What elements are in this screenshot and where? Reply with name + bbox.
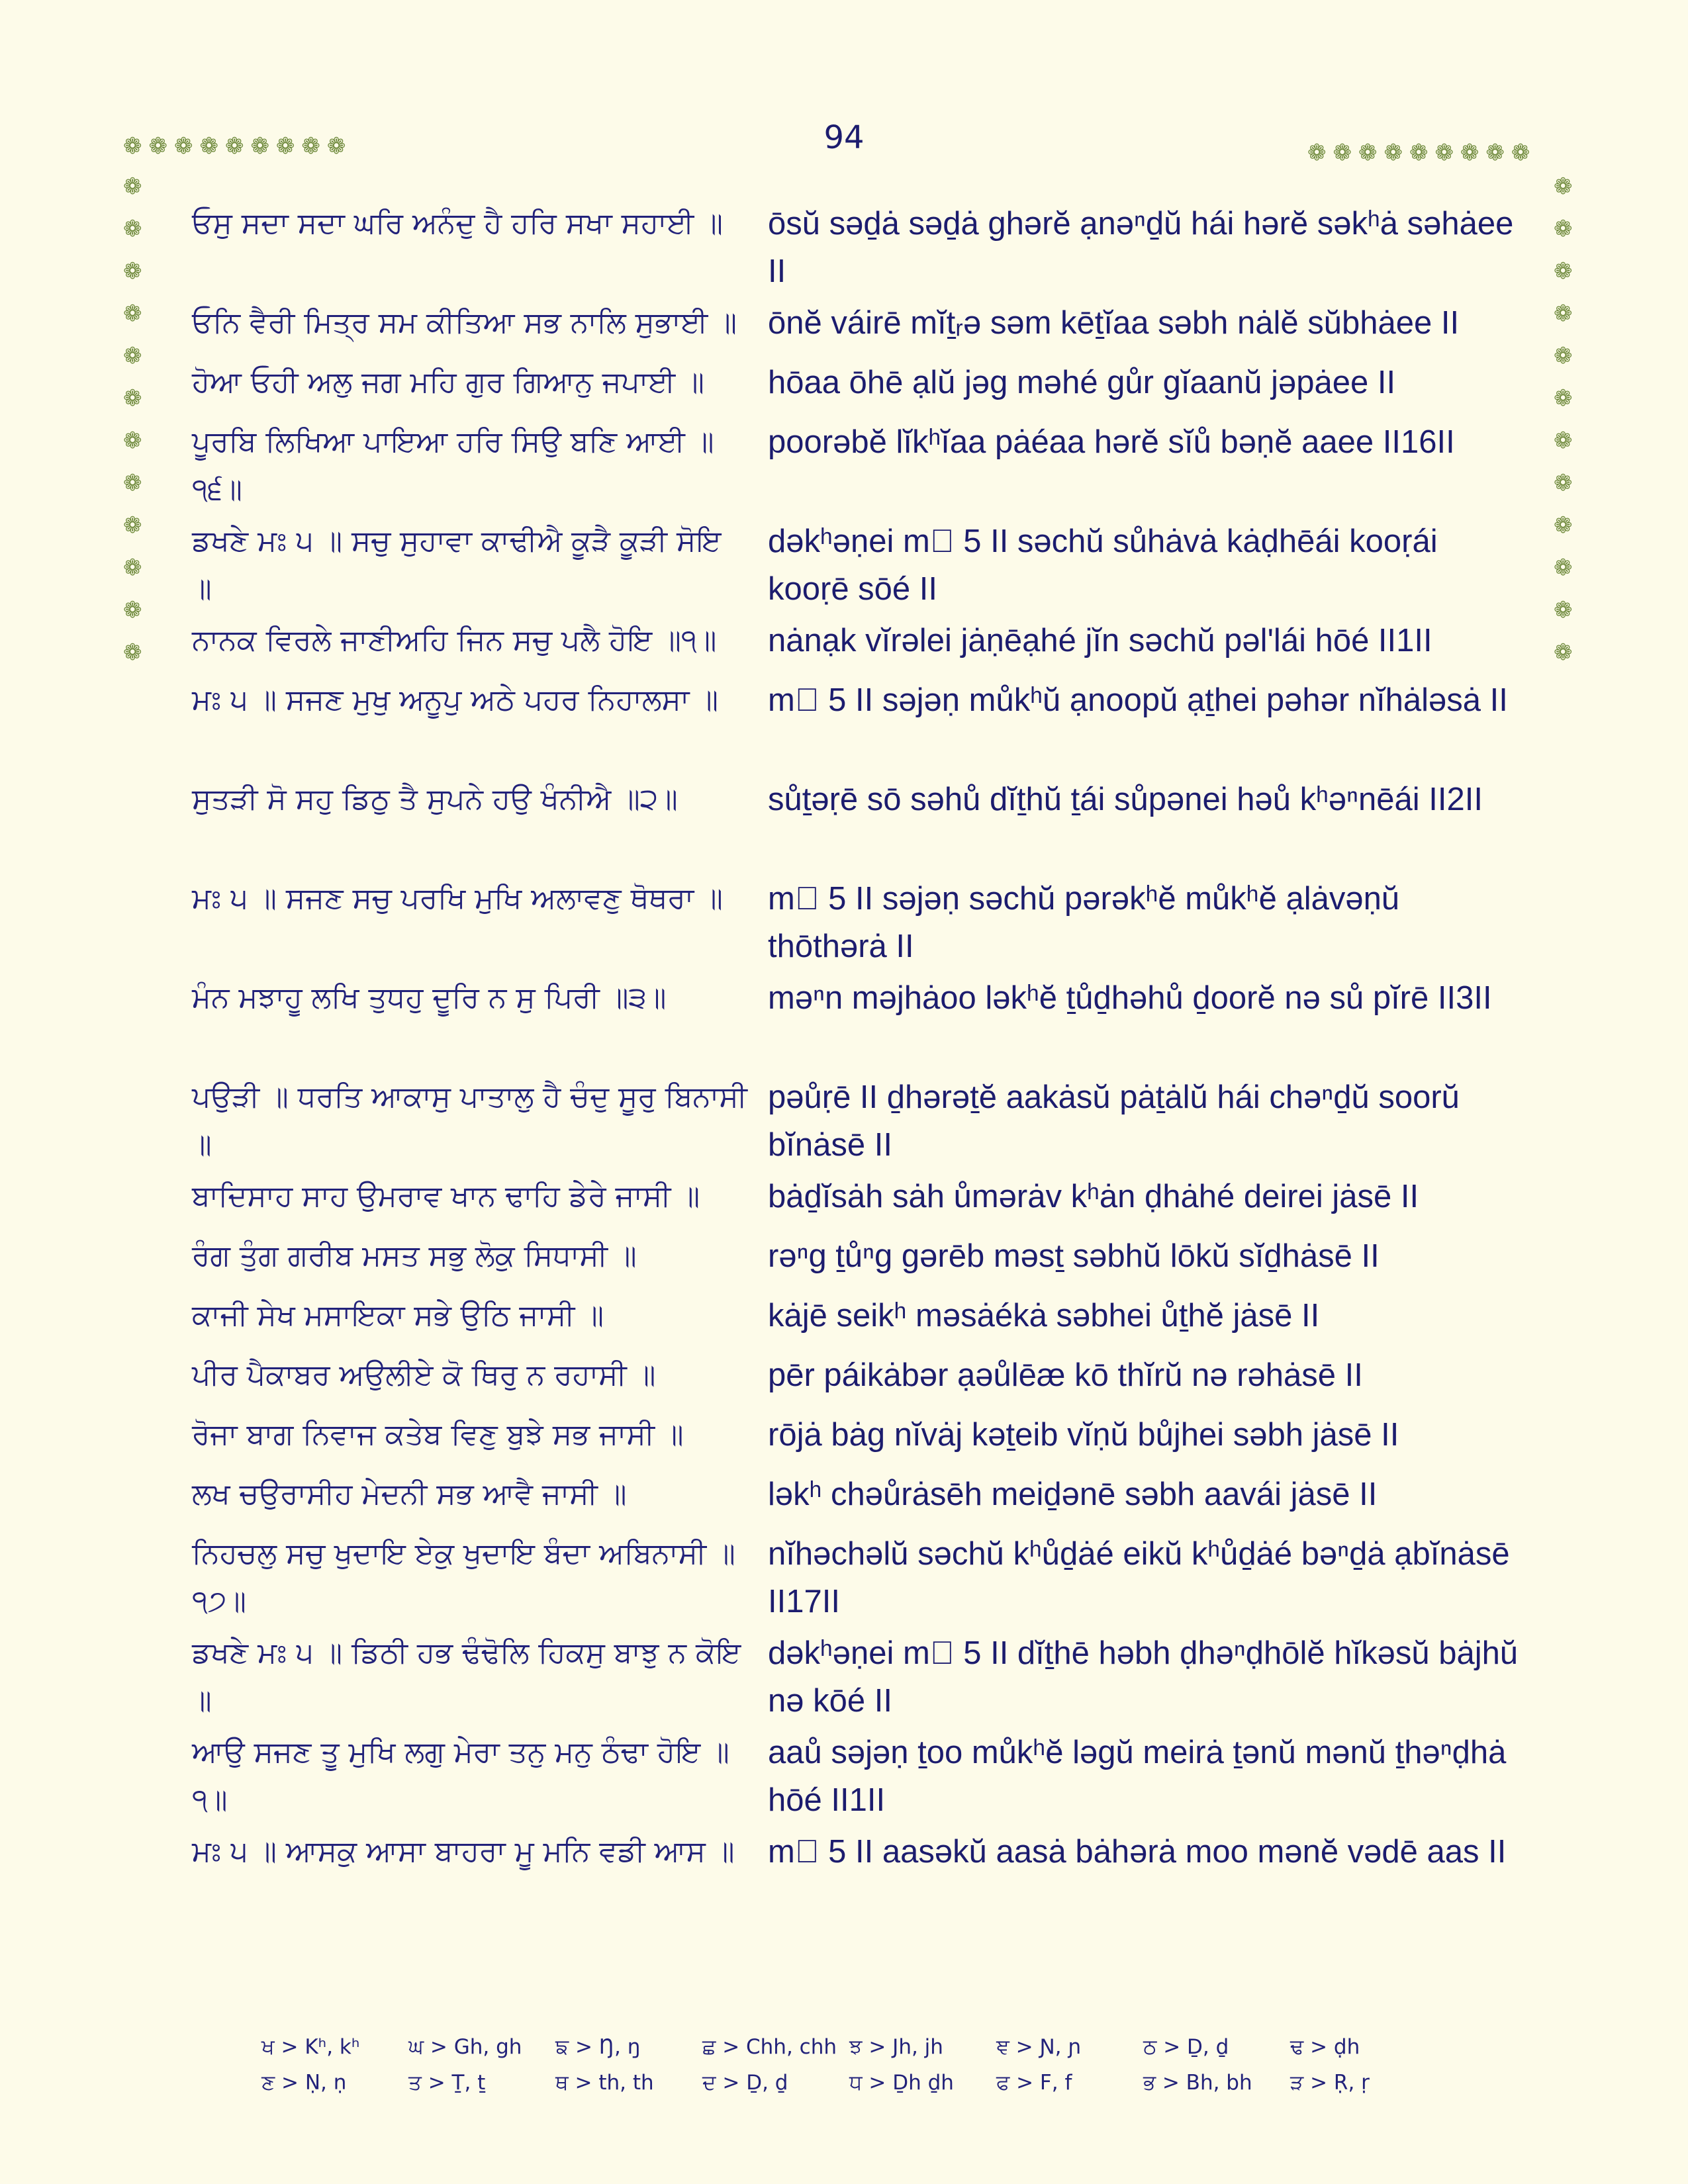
verse-row <box>192 1411 1523 1459</box>
key-entry: ਠ > Ḏ, ḏ <box>1143 2035 1229 2059</box>
verse-row <box>192 1292 1523 1340</box>
transliteration-text: rəⁿg ṯůⁿg gərēb məsṯ səbhŭ lōkŭ sĭḏhȧsē II <box>768 1238 1380 1274</box>
ornament-top-right: ❁❁❁❁❁❁❁❁❁ <box>1307 140 1537 166</box>
key-row <box>261 2035 1453 2071</box>
gurmukhi-text: ਮੰਨ ਮਝਾਹੂ ਲਖਿ ਤੁਧਹੁ ਦੂਰਿ ਨ ਸੁ ਪਿਰੀ ॥੩॥ <box>192 981 667 1015</box>
verse-row <box>192 1351 1523 1399</box>
key-entry: ਤ > Ṯ, ṯ <box>408 2071 486 2095</box>
key-entry: ਢ > ḍh <box>1290 2035 1360 2059</box>
ornament-left-column: ❁ ❁ ❁ ❁ ❁ ❁ ❁ ❁ ❁ ❁ ❁ ❁ <box>123 173 142 666</box>
verse-row <box>192 1729 1523 1824</box>
verse-row <box>192 676 1523 724</box>
key-entry: ਛ > Chh, chh <box>702 2035 837 2059</box>
gurmukhi-text: ਰੰਗ ਤੁੰਗ ਗਰੀਬ ਮਸਤ ਸਭੁ ਲੋਕੁ ਸਿਧਾਸੀ ॥ <box>192 1239 637 1273</box>
key-entry: ਘ > Gh, gh <box>408 2035 522 2059</box>
gurmukhi-text: ਲਖ ਚਉਰਾਸੀਹ ਮੇਦਨੀ ਸਭ ਆਵੈ ਜਾਸੀ ॥ <box>192 1477 627 1511</box>
transliteration-text: aaů səjəṇ ṯoo můkʰĕ ləgŭ meirȧ ṯənŭ mənŭ ṯhəⁿḍhȧ hōé II1II <box>768 1735 1507 1818</box>
transliteration-text: ləkʰ chəůrȧsēh meiḏənē səbh aavái jȧsē II <box>768 1477 1378 1512</box>
key-entry: ਙ > Ŋ, ŋ <box>555 2035 641 2059</box>
gurmukhi-text: ਬਾਦਿਸਾਹ ਸਾਹ ਉਮਰਾਵ ਖਾਨ ਢਾਹਿ ਡੇਰੇ ਜਾਸੀ ॥ <box>192 1179 700 1213</box>
transliteration-text: m᪲ 5 II səjəṇ můkʰŭ ạnoopŭ ạṯhei pəhər nĭhȧləsȧ II <box>768 682 1508 718</box>
transliteration-text: poorəbĕ lĭkʰĭaa pȧéaa hərĕ sĭů bəṇĕ aaee II16II <box>768 424 1455 460</box>
verse-row <box>192 200 1523 295</box>
gurmukhi-text: ਨਾਨਕ ਵਿਰਲੇ ਜਾਣੀਅਹਿ ਜਿਨ ਸਚੁ ਪਲੈ ਹੋਇ ॥੧॥ <box>192 623 717 657</box>
verse-row <box>192 1073 1523 1169</box>
gurmukhi-text: ਡਖਣੇ ਮਃ ੫ ॥ ਡਿਠੀ ਹਭ ਢੰਢੋਲਿ ਹਿਕਸੁ ਬਾਝੁ ਨ ਕੋਇ ॥ <box>192 1636 741 1717</box>
gurmukhi-text: ਸੁਤੜੀ ਸੋ ਸਹੁ ਡਿਠੁ ਤੈ ਸੁਪਨੇ ਹਉ ਖੰਨੀਐ ॥੨॥ <box>192 782 678 816</box>
verse-row <box>192 359 1523 406</box>
transliteration-text: nĭhəchəlŭ səchŭ kʰůḏȧé eikŭ kʰůḏȧé bəⁿḏȧ ạbĭnȧsē II17II <box>768 1536 1510 1619</box>
gurmukhi-text: ਮਃ ੫ ॥ ਸਜਣ ਸਚੁ ਪਰਖਿ ਮੁਖਿ ਅਲਾਵਣੁ ਥੋਥਰਾ ॥ <box>192 882 723 915</box>
transliteration-text: rōjȧ bȧg nĭvȧj kəṯeib vĭṇŭ bůjhei səbh jȧsē II <box>768 1417 1399 1453</box>
gurmukhi-text: ਨਿਹਚਲੁ ਸਚੁ ਖੁਦਾਇ ਏਕੁ ਖੁਦਾਇ ਬੰਦਾ ਅਬਿਨਾਸੀ ॥੧੭॥ <box>192 1537 735 1618</box>
transliteration-key <box>261 2035 1453 2107</box>
verse-row <box>192 617 1523 664</box>
verse-row <box>192 875 1523 970</box>
verse-row <box>192 418 1523 514</box>
gurmukhi-text: ਓਨਿ ਵੈਰੀ ਮਿਤ੍ਰ ਸਮ ਕੀਤਿਆ ਸਭ ਨਾਲਿ ਸੁਭਾਈ ॥ <box>192 306 737 340</box>
gurmukhi-text: ਪਉੜੀ ॥ ਧਰਤਿ ਆਕਾਸੁ ਪਾਤਾਲੁ ਹੈ ਚੰਦੁ ਸੂਰੁ ਬਿਨਾਸੀ ॥ <box>192 1080 747 1161</box>
gurmukhi-text: ਪੀਰ ਪੈਕਾਬਰ ਅਉਲੀਏ ਕੋ ਥਿਰੁ ਨ ਰਹਾਸੀ ॥ <box>192 1358 656 1392</box>
verse-row <box>192 974 1523 1022</box>
verse-row <box>192 1471 1523 1518</box>
verse-row <box>192 1232 1523 1280</box>
gurmukhi-text: ਮਃ ੫ ॥ ਆਸਕੁ ਆਸਾ ਬਾਹਰਾ ਮੂ ਮਨਿ ਵਡੀ ਆਸ ॥ <box>192 1835 735 1868</box>
transliteration-text: ōnĕ váirē mĭṯᵣə səm kēṯĭaa səbh nȧlĕ sŭbhȧee II <box>768 305 1460 341</box>
transliteration-text: məⁿn məjhȧoo ləkʰĕ ṯůḏhəhů ḏoorĕ nə sů pĭrē II3II <box>768 980 1492 1016</box>
gurmukhi-text: ਓਸੁ ਸਦਾ ਸਦਾ ਘਰਿ ਅਨੰਦੁ ਹੈ ਹਰਿ ਸਖਾ ਸਹਾਈ ॥ <box>192 206 724 240</box>
transliteration-text: nȧnạk vĭrəlei jȧṇēạhé jĭn səchŭ pəl'lái hōé II1II <box>768 623 1432 659</box>
verse-row <box>192 299 1523 347</box>
gurmukhi-text: ਡਖਣੇ ਮਃ ੫ ॥ ਸਚੁ ਸੁਹਾਵਾ ਕਾਢੀਐ ਕੂੜੈ ਕੂੜੀ ਸੋਇ ॥ <box>192 524 722 606</box>
transliteration-text: hōaa ōhē ạlŭ jəg məhé gůr gĭaanŭ jəpȧee II <box>768 365 1396 400</box>
verse-row <box>192 518 1523 613</box>
transliteration-text: pəůṛē II ḏhərəṯĕ aakȧsŭ pȧṯȧlŭ hái chəⁿḏŭ soorŭ bĭnȧsē II <box>768 1079 1460 1163</box>
key-entry: ਖ > Kʰ, kʰ <box>261 2035 360 2059</box>
gurmukhi-text: ਕਾਜੀ ਸੇਖ ਮਸਾਇਕਾ ਸਭੇ ਉਠਿ ਜਾਸੀ ॥ <box>192 1298 604 1332</box>
transliteration-text: kȧjē seikʰ məsȧékȧ səbhei ůṯhĕ jȧsē II <box>768 1298 1320 1334</box>
key-entry: ਝ > Jh, jh <box>849 2035 943 2059</box>
key-entry: ਫ > F, f <box>996 2071 1072 2095</box>
key-entry: ਣ > Ṇ, ṇ <box>261 2071 347 2095</box>
transliteration-text: ōsŭ səḏȧ səḏȧ ghərĕ ạnəⁿḏŭ hái hərĕ səkʰȧ səhȧee II <box>768 206 1514 289</box>
verse-row <box>192 776 1523 823</box>
key-entry: ੜ > Ṛ, ṛ <box>1290 2071 1370 2095</box>
transliteration-text: dəkʰəṇei m᪲ 5 II dĭṯhē həbh ḍhəⁿḍhōlĕ hĭkəsŭ bȧjhŭ nə kōé II <box>768 1635 1519 1719</box>
ornament-right-column: ❁ ❁ ❁ ❁ ❁ ❁ ❁ ❁ ❁ ❁ ❁ ❁ <box>1554 173 1573 666</box>
transliteration-text: bȧḏĭsȧh sȧh ůmərȧv kʰȧn ḍhȧhé deirei jȧsē II <box>768 1179 1419 1214</box>
verse-row <box>192 1530 1523 1625</box>
transliteration-text: m᪲ 5 II səjəṇ səchŭ pərəkʰĕ můkʰĕ ạlȧvəṇŭ thōthərȧ II <box>768 881 1400 964</box>
key-entry: ਞ > Ɲ, ɲ <box>996 2035 1082 2059</box>
gurmukhi-text: ਹੋਆ ਓਹੀ ਅਲੁ ਜਗ ਮਹਿ ਗੁਰ ਗਿਆਨੁ ਜਪਾਈ ॥ <box>192 365 704 399</box>
verse-row <box>192 1629 1523 1725</box>
ornament-top-left: ❁❁❁❁❁❁❁❁❁ <box>123 133 353 159</box>
transliteration-text: pēr páikȧbər ạəůlēæ kō thĭrŭ nə rəhȧsē II <box>768 1357 1363 1393</box>
gurmukhi-text: ਮਃ ੫ ॥ ਸਜਣ ਮੁਖੁ ਅਨੂਪੁ ਅਠੇ ਪਹਰ ਨਿਹਾਲਸਾ ॥ <box>192 683 719 717</box>
gurmukhi-text: ਆਉ ਸਜਣ ਤੂ ਮੁਖਿ ਲਗੁ ਮੇਰਾ ਤਨੁ ਮਨੁ ਠੰਢਾ ਹੋਇ ॥੧॥ <box>192 1735 729 1817</box>
verse-row <box>192 1828 1523 1876</box>
page-number: 94 <box>823 119 865 156</box>
transliteration-text: m᪲ 5 II aasəkŭ aasȧ bȧhərȧ moo mənĕ vədē aas II <box>768 1834 1507 1870</box>
key-entry: ਭ > Bh, bh <box>1143 2071 1252 2095</box>
key-entry: ਥ > th, th <box>555 2071 654 2095</box>
transliteration-text: sůṯəṛē sō səhů dĭṯhŭ ṯái sůpənei həů kʰəⁿnēái II2II <box>768 782 1483 817</box>
key-entry: ਦ > Ḏ, ḏ <box>702 2071 788 2095</box>
verse-row <box>192 1173 1523 1220</box>
key-row <box>261 2071 1453 2107</box>
gurmukhi-text: ਪੂਰਬਿ ਲਿਖਿਆ ਪਾਇਆ ਹਰਿ ਸਿਉ ਬਣਿ ਆਈ ॥੧੬॥ <box>192 425 714 506</box>
transliteration-text: dəkʰəṇei m᪲ 5 II səchŭ sůhȧvȧ kȧḍhēái kooṛái kooṛē sōé II <box>768 523 1438 607</box>
gurmukhi-text: ਰੋਜਾ ਬਾਗ ਨਿਵਾਜ ਕਤੇਬ ਵਿਣੁ ਬੁਝੇ ਸਭ ਜਾਸੀ ॥ <box>192 1418 684 1451</box>
key-entry: ਧ > Ḏh ḏh <box>849 2071 954 2095</box>
